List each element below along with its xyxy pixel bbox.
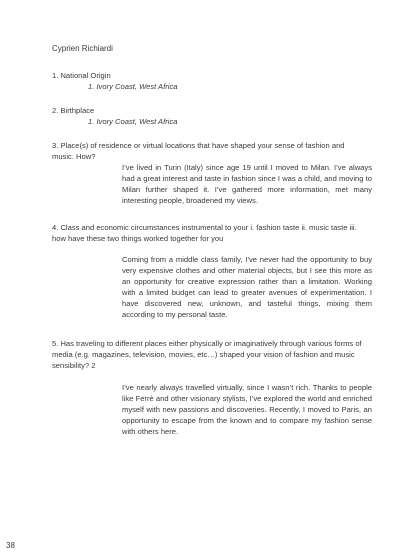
page-number: 38 [6, 541, 15, 550]
question-2: 2. Birthplace [52, 106, 95, 115]
question-4: 4. Class and economic circumstances instrumental to your i. fashion taste ii. music taste iii. how have these two things worked together for you [52, 223, 357, 243]
question-3: 3. Place(s) of residence or virtual locations that have shaped your sense of fashion and music. How? [52, 141, 345, 161]
answer-2: 1. Ivory Coast, West Africa [88, 117, 178, 126]
author-name: Cyprien Richiardi [52, 44, 113, 53]
answer-3: I’ve lived in Turin (Italy) since age 19 until I moved to Milan. I’ve always had a great interest and taste in fashion since I was a child, and moving to Milan further shaped it. I’ve gathered more information, met many interesting people, broadened my views. [122, 163, 372, 205]
question-5: 5. Has traveling to different places either physically or imaginatively through various forms of media (e.g. magazines, television, movies, etc…) shaped your vision of fashion and music sensibility? 2 [52, 339, 362, 370]
answer-1: 1. Ivory Coast, West Africa [88, 82, 178, 91]
question-1: 1. National Origin [52, 71, 111, 80]
answer-4: Coming from a middle class family, I’ve never had the opportunity to buy very expensive clothes and other material objects, but I see this more as an opportunity for creative expression rather than a limitation. Working with a limited budget can lead to greater avenues of experimentation. I have discovered new, unknown, and tasteful things, mixing them according to my personal taste. [122, 255, 372, 319]
answer-5: I’ve nearly always travelled virtually, since I wasn’t rich. Thanks to people like Ferrè and other visionary stylists, I’ve explored the world and enriched myself with new passions and discoveries. Recently, I moved to Paris, an opportunity to escape from the known and to compare my fashion sense with others here. [122, 383, 372, 436]
